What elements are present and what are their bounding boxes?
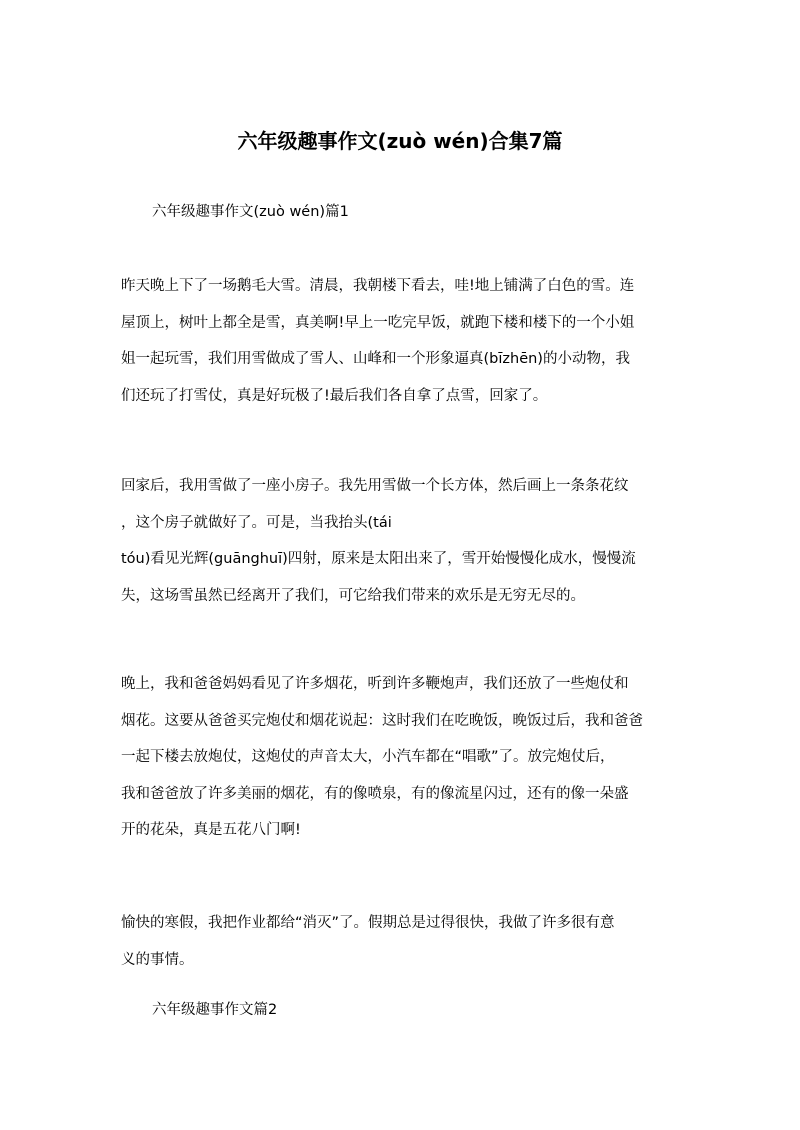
section-heading-1: 六年级趣事作文(zuò wén)篇1 [152,204,349,220]
paragraph-2: 回家后，我用雪做了一座小房子。我先用雪做一个长方体，然后画上一条条花纹 ，这个房子就做好了。可是，当我抬头(tái tóu)看见光辉(guānghuī)四射，原来是太阳出来了，雪开始慢慢化成水，慢慢流 失，这场雪虽然已经离开了我们，可它给我们带来的欢乐是无穷无尽的。 [121,478,636,604]
paragraph-3: 晚上，我和爸爸妈妈看见了许多烟花，听到许多鞭炮声，我们还放了一些炮仗和 烟花。这要从爸爸买完炮仗和烟花说起：这时我们在吃晚饭，晚饭过后，我和爸爸 一起下楼去放炮仗，这炮仗的声音太大，小汽车都在“唱歌”了。放完炮仗后， 我和爸爸放了许多美丽的烟花，有的像喷泉，有的像流星闪过，还有的像一朵盛 开的花朵，真是五花八门啊! [121,676,643,838]
paragraph-4: 愉快的寒假，我把作业都给“消灭”了。假期总是过得很快，我做了许多很有意 义的事情。 [121,915,615,968]
paragraph-1: 昨天晚上下了一场鹅毛大雪。清晨，我朝楼下看去，哇!地上铺满了白色的雪。连 屋顶上，树叶上都全是雪，真美啊!早上一吃完早饭，就跑下楼和楼下的一个小姐 姐一起玩雪，我们用雪做成了雪人、山峰和一个形象逼真(bīzhēn)的小动物，我 们还玩了打雪仗，真是好玩极了!最后我们各自拿了点雪，回家了。 [121,278,635,404]
document-title: 六年级趣事作文(zuò wén)合集7篇 [237,129,563,153]
section-heading-2: 六年级趣事作文篇2 [152,1002,278,1018]
